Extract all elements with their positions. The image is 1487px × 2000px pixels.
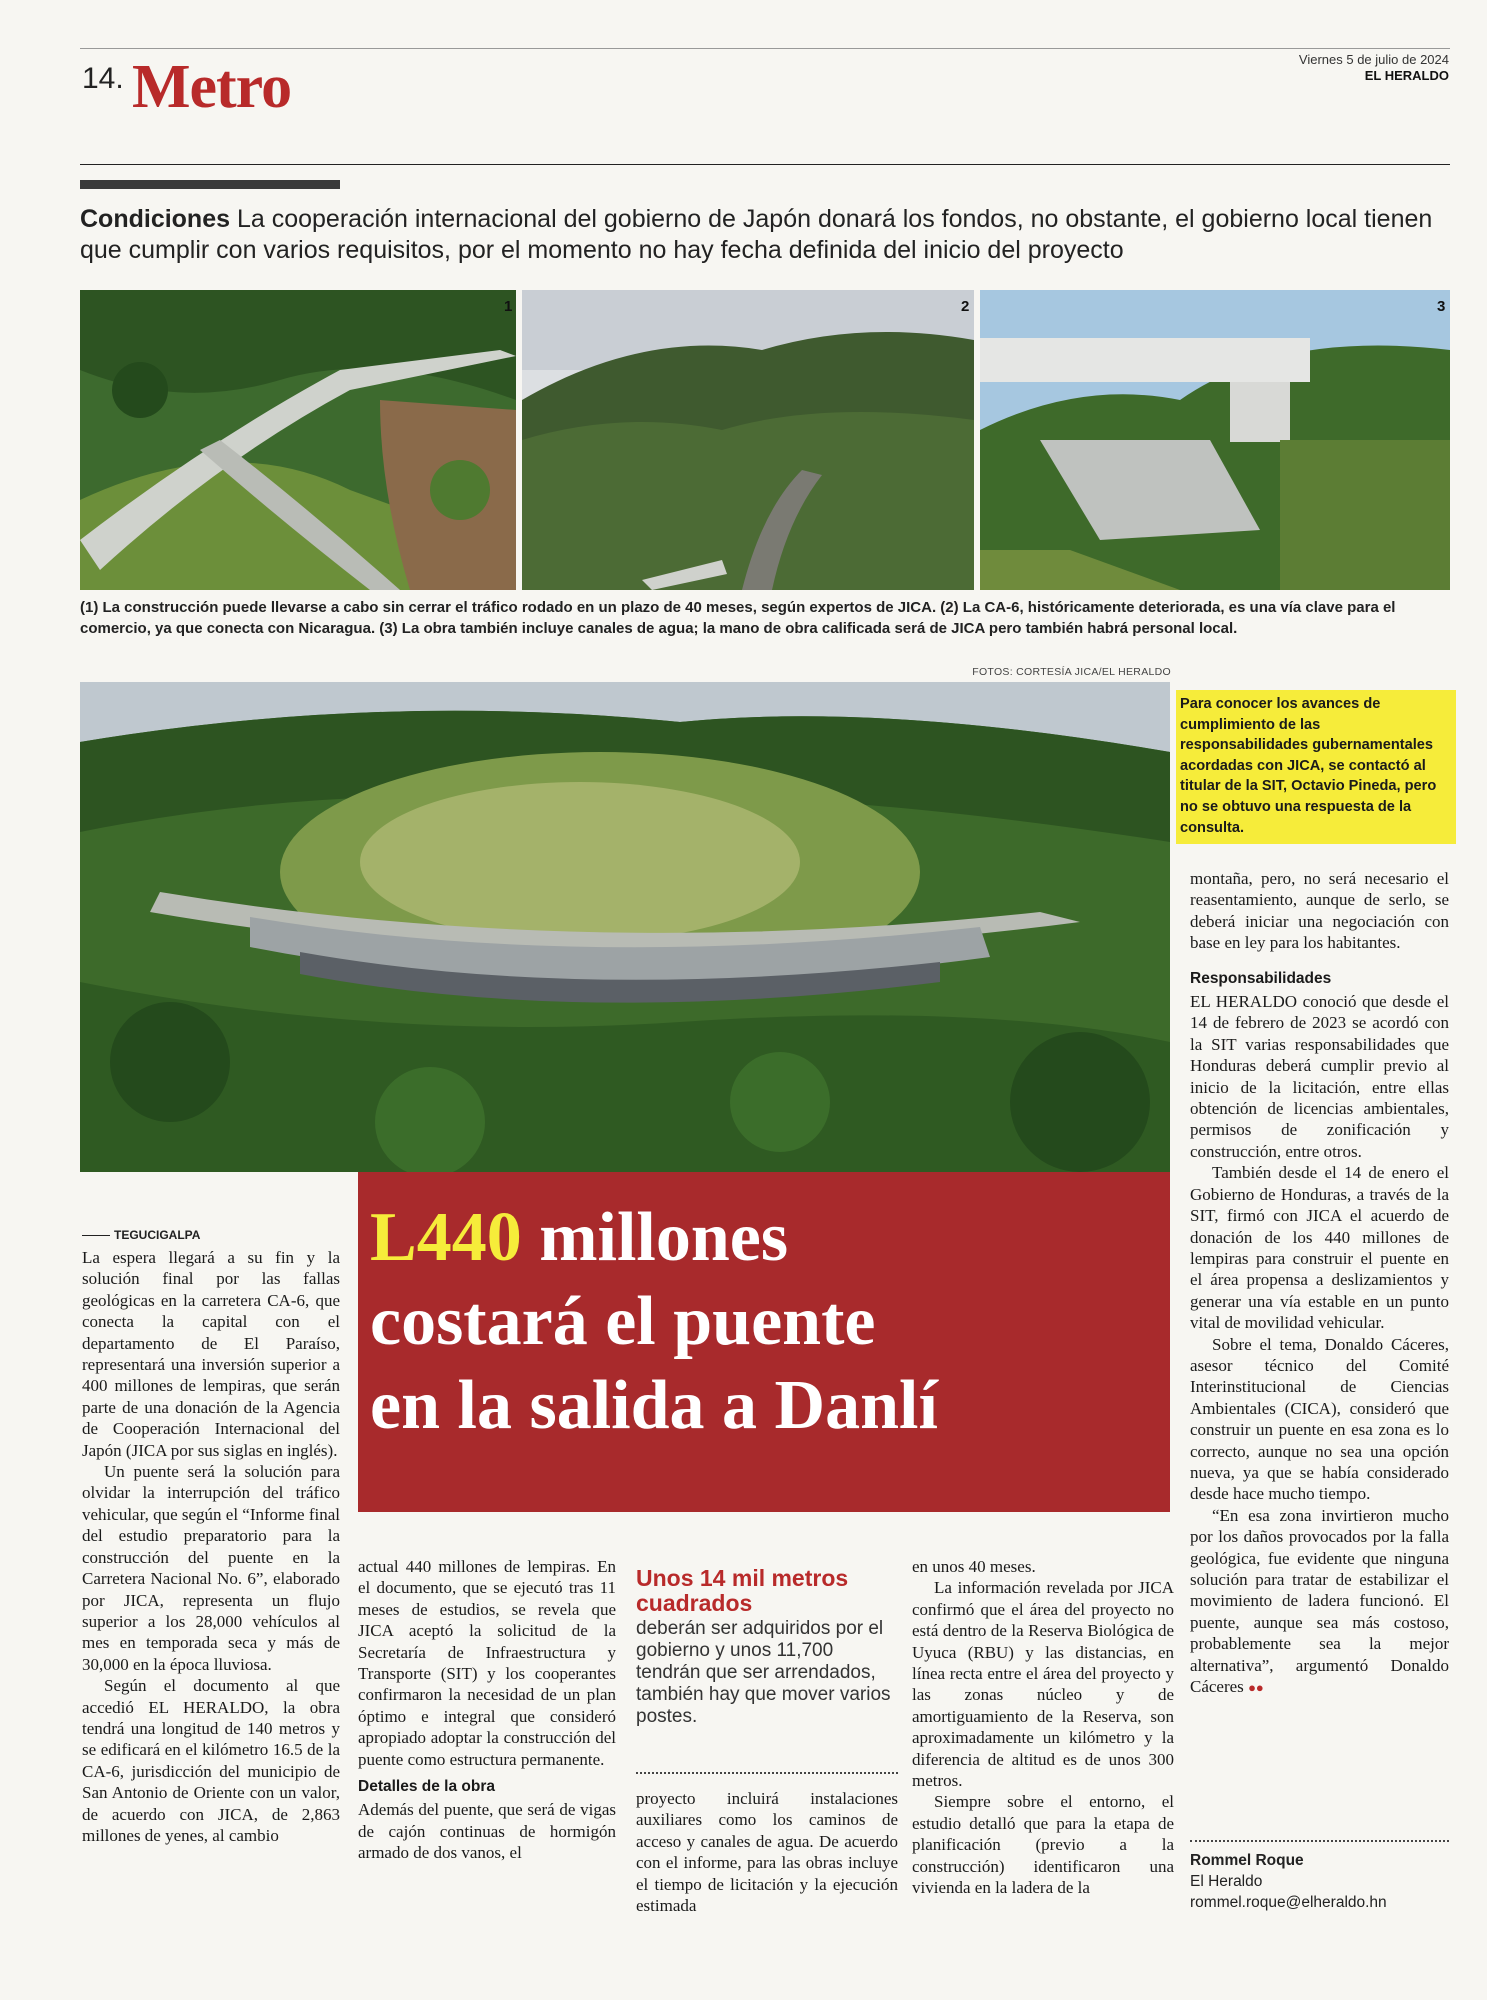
main-bridge-render bbox=[80, 682, 1170, 1172]
lead-text: La cooperación internacional del gobierno de Japón donará los fondos, no obstante, el gobierno local tienen que cumplir con varios requisitos, por el momento no hay fecha definida del inicio del proyecto bbox=[80, 205, 1433, 264]
paper-name: EL HERALDO bbox=[1364, 68, 1449, 83]
byline-name: Rommel Roque bbox=[1190, 1852, 1304, 1869]
article-column-4 bbox=[912, 1556, 1174, 1899]
col5-subhead: Responsabilidades bbox=[1190, 969, 1332, 987]
photo-3-number: 3 bbox=[1437, 298, 1446, 315]
col3-paragraph-1: proyecto incluirá instalaciones auxiliares como los caminos de acceso y canales de agua. De acuerdo con el informe, para las obras incluye el tiempo de licitación y la ejecución estimada bbox=[636, 1789, 898, 1916]
col5-quote: “En esa zona invirtieron mucho por los daños provocados por la falla geológica, fue evidente que ninguna solución para tratar de estabilizar el movimiento de ladera funcionó. El puente, aunque sea más costoso, probablemente sea la mejor alternativa”, argumentó Donaldo Cáceres bbox=[1190, 1505, 1449, 1697]
col1-paragraph-3: Según el documento al que accedió EL HERALDO, la obra tendrá una longitud de 140 metros y se edificará en el kilómetro 16.5 de la CA-6, jurisdicción del municipio de San Antonio de Oriente con un valor, de acuerdo con JICA, de 2,863 millones de yenes, al cambio bbox=[82, 1676, 340, 1845]
dateline bbox=[82, 1228, 200, 1242]
photo-2-highway bbox=[522, 290, 974, 590]
lead-paragraph bbox=[80, 204, 1450, 266]
photo-2-number: 2 bbox=[961, 298, 970, 315]
end-mark: ●● bbox=[1248, 1680, 1264, 1696]
article-column-2 bbox=[358, 1556, 616, 1864]
col2-paragraph-1: actual 440 millones de lempiras. En el documento, que se ejecutó tras 11 meses de estudios, se revela que JICA aceptó la solicitud de la Secretaría de Infraestructura y Transporte (SIT) y los cooperantes confirmaron la necesidad de un plan óptimo e integral que consideró apropiado adoptar la construcción del puente como estructura permanente. bbox=[358, 1557, 616, 1769]
col5-paragraph-3: Sobre el tema, Donaldo Cáceres, asesor técnico del Comité Interinstitucional de Ciencias Ambientales (CICA), consideró que construir un puente en esa zona es lo correcto, aunque no sea una opción nueva, ya que se había considerado desde hace mucho tiempo. bbox=[1190, 1334, 1449, 1504]
col5-paragraph-0: montaña, pero, no será necesario el reasentamiento, aunque de serlo, se deberá iniciar una negociación con base en ley para los habitantes. bbox=[1190, 869, 1449, 953]
col1-paragraph-2: Un puente será la solución para olvidar la interrupción del tráfico vehicular, que según el “Informe final del estudio preparatorio para la construcción del puente en la Carretera Nacional No. 6”, elaborado por JICA, representa un flujo superior a los 28,000 vehículos al mes en temporada seca y más de 30,000 en la época lluviosa. bbox=[82, 1462, 340, 1674]
article-column-3 bbox=[636, 1788, 898, 1916]
byline bbox=[1190, 1850, 1449, 1913]
col5-paragraph-1: EL HERALDO conoció que desde el 14 de febrero de 2023 se acordó con la SIT varias responsabilidades que Honduras deberá cumplir previo al inicio de la licitación, entre ellas obtención de licencias ambientales, permisos de zonificación y construcción, entre otros. bbox=[1190, 992, 1449, 1161]
headline-highlight: L440 bbox=[370, 1199, 522, 1276]
col4-paragraph-1: La información revelada por JICA confirmó que el área del proyecto no está dentro de la Reserva Biológica de Uyuca (RBU) y las distancias, en línea recta entre el área del proyecto y las zonas núcleo y de amortiguamiento de la Reserva, son aproximadamente un kilómetro y la diferencia de altitud es de unos 300 metros. bbox=[912, 1578, 1174, 1791]
byline-email[interactable]: rommel.roque@elheraldo.hn bbox=[1190, 1894, 1387, 1911]
article-column-1 bbox=[82, 1247, 340, 1846]
pullquote-text: deberán ser adquiridos por el gobierno y unos 11,700 tendrán que ser arrendados, también hay que mover varios postes. bbox=[636, 1618, 891, 1727]
dateline-text: TEGUCIGALPA bbox=[114, 1228, 201, 1242]
headline-rest: millones bbox=[521, 1199, 789, 1276]
photo-3-abutment bbox=[980, 290, 1450, 590]
section-title: Metro bbox=[132, 53, 292, 121]
col2-paragraph-2: Además del puente, que será de vigas de cajón continuas de hormigón armado de dos vanos, el bbox=[358, 1800, 616, 1863]
headline-line-1 bbox=[370, 1196, 1160, 1280]
headline-line-2: costará el puente bbox=[370, 1283, 876, 1360]
issue-date: Viernes 5 de julio de 2024 bbox=[1298, 52, 1449, 67]
lead-rule bbox=[80, 180, 340, 189]
col2-subhead: Detalles de la obra bbox=[358, 1778, 495, 1796]
photo-1-number: 1 bbox=[504, 298, 513, 315]
pullquote-divider bbox=[636, 1772, 898, 1774]
article-column-5 bbox=[1190, 868, 1449, 1698]
sidebar-note-text: Para conocer los avances de cumplimiento de las responsabilidades gubernamentales acordadas con JICA, se contactó al titular de la SIT, Octavio Pineda, pero no se obtuvo una respuesta de la consulta. bbox=[1180, 696, 1437, 836]
col5-paragraph-2: También desde el 14 de enero el Gobierno de Honduras, a través de la SIT, firmó con JICA el acuerdo de donación de los 440 millones de lempiras para construir el puente en el área propensa a deslizamientos y generar una vía estable en un punto vital de movilidad vehicular. bbox=[1190, 1163, 1449, 1333]
photo-1-bridge-render bbox=[80, 290, 516, 590]
col1-paragraph-1: La espera llegará a su fin y la solución final por las fallas geológicas en la carretera CA-6, que conecta la capital con el departamento de El Paraíso, representará una inversión superior a 400 millones de lempiras, que serán parte de una donación de la Agencia de Cooperación Internacional del Japón (JICA por sus siglas en inglés). bbox=[82, 1248, 340, 1460]
col5-paragraph-4 bbox=[1190, 1505, 1449, 1699]
page-number: 14. bbox=[82, 62, 124, 95]
photo-credit: FOTOS: CORTESÍA JICA/EL HERALDO bbox=[972, 666, 1171, 678]
headline bbox=[370, 1196, 1160, 1448]
pullquote bbox=[636, 1566, 898, 1728]
headline-line-3: en la salida a Danlí bbox=[370, 1367, 938, 1444]
col4-paragraph-2: Siempre sobre el entorno, el estudio detalló que para la etapa de planificación (previo a la construcción) identificaron una vivienda en la ladera de la bbox=[912, 1792, 1174, 1898]
byline-org: El Heraldo bbox=[1190, 1873, 1263, 1890]
lead-label: Condiciones bbox=[80, 205, 231, 233]
byline-rule bbox=[1190, 1840, 1449, 1842]
pullquote-title: Unos 14 mil metros cuadrados bbox=[636, 1565, 849, 1616]
photo-caption: (1) La construcción puede llevarse a cabo sin cerrar el tráfico rodado en un plazo de 40 meses, según expertos de JICA. (2) La CA-6, históricamente deteriorada, es una vía clave para el comercio, ya que conecta con Nicaragua. (3) La obra también incluye canales de agua; la mano de obra calificada será de JICA pero también habrá personal local. bbox=[80, 599, 1396, 637]
sidebar-note bbox=[1176, 690, 1456, 844]
col4-paragraph-0: en unos 40 meses. bbox=[912, 1557, 1036, 1576]
